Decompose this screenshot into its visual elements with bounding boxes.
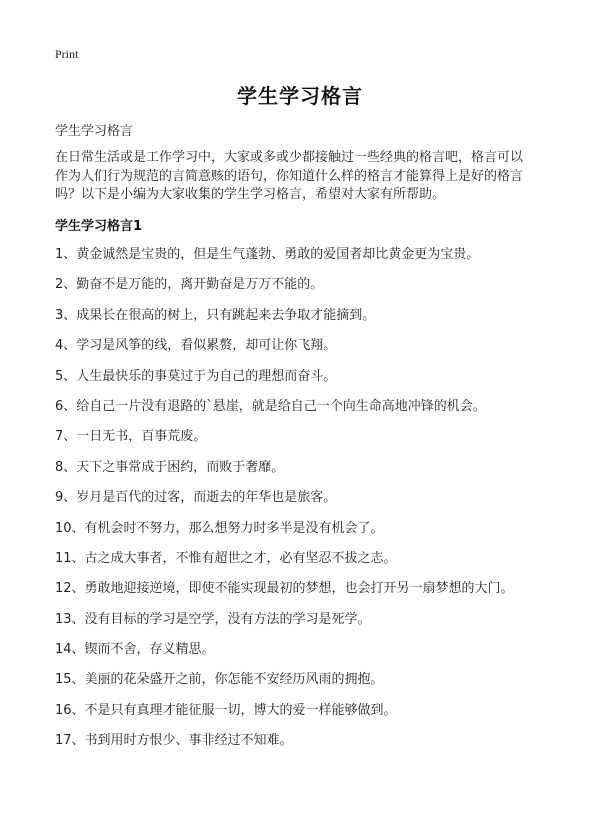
article-subtitle: 学生学习格言: [55, 124, 134, 139]
quote-item: 13、没有目标的学习是空学，没有方法的学习是死学。: [55, 611, 371, 627]
quote-item: 12、勇敢地迎接逆境，即使不能实现最初的梦想，也会打开另一扇梦想的大门。: [55, 581, 514, 597]
quote-item: 8、天下之事常成于困约，而败于奢靡。: [55, 459, 285, 475]
quote-item: 16、不是只有真理才能征服一切，博大的爱一样能够做到。: [55, 702, 397, 718]
print-link[interactable]: Print: [55, 47, 79, 61]
quote-item: 2、勤奋不是万能的，离开勤奋是万万不能的。: [55, 277, 324, 293]
intro-line: 吗？以下是小编为大家收集的学生学习格言，希望对大家有所帮助。: [55, 187, 446, 202]
quote-item: 7、一日无书，百事荒废。: [55, 429, 207, 445]
quote-list: [55, 246, 575, 763]
quote-item: 15、美丽的花朵盛开之前，你怎能不安经历风雨的拥抱。: [55, 672, 384, 688]
intro-line: 作为人们行为规范的言简意赅的语句，你知道什么样的格言才能算得上是好的格言: [55, 168, 524, 184]
quote-item: 1、黄金诚然是宝贵的，但是生气蓬勃、勇敢的爱国者却比黄金更为宝贵。: [55, 247, 480, 262]
quote-item: 10、有机会时不努力，那么想努力时多半是没有机会了。: [55, 520, 384, 536]
intro-paragraph: [55, 149, 555, 205]
quote-item: 14、锲而不舍，存义精思。: [55, 642, 215, 658]
quote-item: 6、给自己一片没有退路的`悬崖，就是给自己一个向生命高地冲锋的机会。: [55, 398, 486, 414]
section-heading: 学生学习格言1: [55, 219, 143, 234]
quote-item: 11、古之成大事者，不惟有超世之才，必有坚忍不拔之志。: [55, 550, 397, 566]
quote-item: 9、岁月是百代的过客，而逝去的年华也是旅客。: [55, 490, 337, 506]
page-title: 学生学习格言: [237, 84, 363, 108]
quote-item: 4、学习是风筝的线，看似累赘，却可让你飞翔。: [55, 338, 337, 354]
quote-item: 5、人生最快乐的事莫过于为自己的理想而奋斗。: [55, 368, 337, 384]
quote-item: 3、成果长在很高的树上，只有跳起来去争取才能摘到。: [55, 307, 376, 323]
intro-line: 在日常生活或是工作学习中，大家或多或少都接触过一些经典的格言吧，格言可以: [55, 150, 524, 165]
quote-item: 17、书到用时方恨少、事非经过不知难。: [55, 733, 293, 749]
